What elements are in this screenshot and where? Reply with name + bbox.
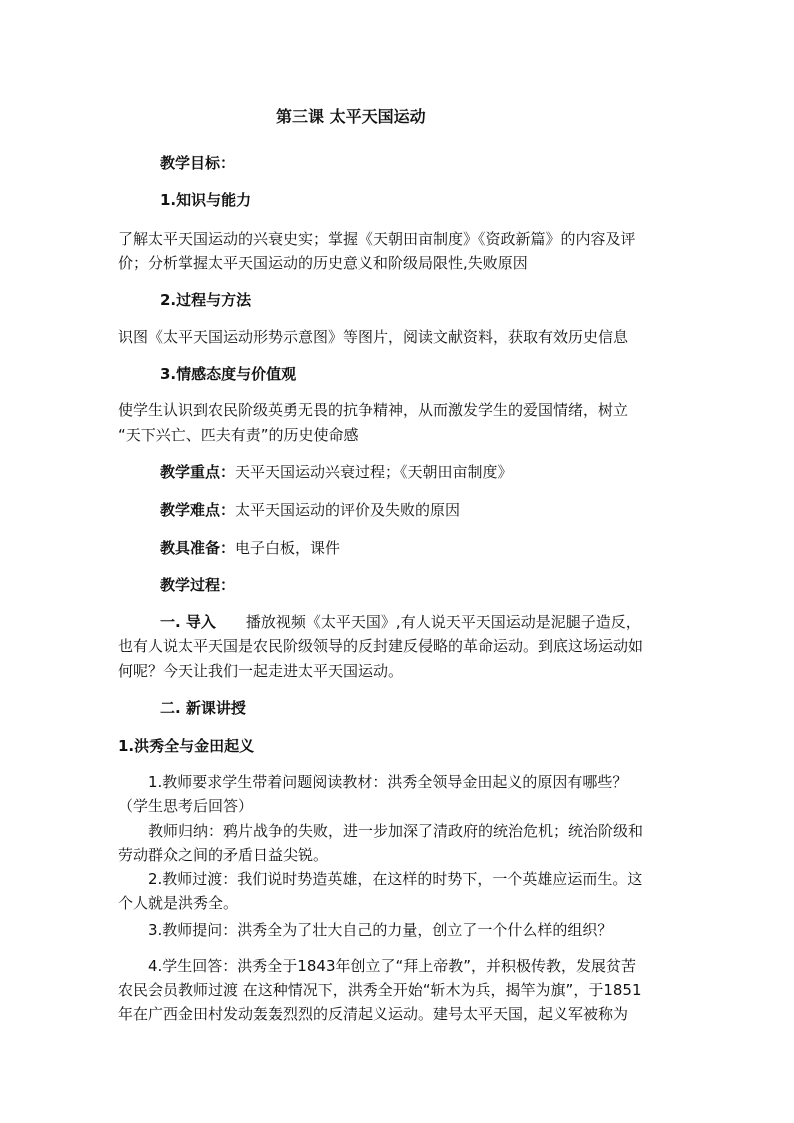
goal3-text-line1: 使学生认识到农民阶级英勇无畏的抗争精神，从而激发学生的爱国情绪，树立 bbox=[118, 401, 629, 419]
key-point-label: 教学重点： bbox=[160, 463, 236, 481]
lesson-title: 第三课 太平天国运动 bbox=[276, 107, 426, 126]
goal2-text-line1: 识图《太平天国运动形势示意图》等图片，阅读文献资料，获取有效历史信息 bbox=[118, 328, 629, 346]
intro-line1 bbox=[160, 612, 641, 632]
goal1-heading: 1.知识与能力 bbox=[160, 191, 252, 209]
goal3-text-line2: “天下兴亡、匹夫有责”的历史使命感 bbox=[118, 426, 359, 444]
para3-line1: 2.教师过渡：我们说时势造英雄，在这样的时势下，一个英雄应运而生。这 bbox=[148, 870, 643, 888]
difficulty-text: 太平天国运动的评价及失败的原因 bbox=[235, 501, 461, 519]
section1-heading: 1.洪秀全与金田起义 bbox=[118, 737, 255, 755]
process-heading: 教学过程： bbox=[160, 576, 236, 594]
para1-line1: 1.教师要求学生带着问题阅读教材：洪秀全领导金田起义的原因有哪些？ bbox=[148, 773, 628, 791]
intro-label: 一. 导入 bbox=[160, 613, 216, 631]
key-point-text: 天平天国运动兴衰过程；《天朝田亩制度》 bbox=[235, 463, 513, 481]
goal1-text-line1: 了解太平天国运动的兴衰史实；掌握《天朝田亩制度》《资政新篇》的内容及评 bbox=[118, 230, 636, 248]
goal3-heading: 3.情感态度与价值观 bbox=[160, 365, 297, 383]
para4-line1: 3.教师提问：洪秀全为了壮大自己的力量，创立了一个什么样的组织？ bbox=[148, 921, 613, 939]
key-point bbox=[160, 462, 513, 482]
tools-label: 教具准备： bbox=[160, 539, 236, 557]
tools-text: 电子白板，课件 bbox=[235, 539, 341, 557]
difficulty bbox=[160, 500, 460, 520]
tools bbox=[160, 538, 340, 558]
intro-text-line3: 何呢？今天让我们一起走进太平天国运动。 bbox=[118, 662, 404, 680]
para5-line3: 年在广西金田村发动轰轰烈烈的反清起义运动。建号太平天国，起义军被称为 bbox=[118, 1005, 629, 1023]
para5-line2: 农民会员教师过渡 在这种情况下，洪秀全开始“斩木为兵，揭竿为旗”，于1851 bbox=[118, 981, 642, 999]
intro-text-line1: 播放视频《太平天国》,有人说天平天国运动是泥腿子造反， bbox=[245, 613, 641, 631]
para1-line2: （学生思考后回答） bbox=[118, 797, 254, 815]
difficulty-label: 教学难点： bbox=[160, 501, 236, 519]
goal1-text-line2: 价；分析掌握太平天国运动的历史意义和阶级局限性,失败原因 bbox=[118, 254, 528, 272]
para2-line1: 教师归纳：鸦片战争的失败，进一步加深了清政府的统治危机；统治阶级和 bbox=[148, 822, 644, 840]
intro-text-line2: 也有人说太平天国是农民阶级领导的反封建反侵略的革命运动。到底这场运动如 bbox=[118, 637, 644, 655]
new-lesson-heading: 二. 新课讲授 bbox=[160, 699, 246, 717]
goals-heading: 教学目标： bbox=[160, 154, 236, 172]
goal2-heading: 2.过程与方法 bbox=[160, 291, 252, 309]
para2-line2: 劳动群众之间的矛盾日益尖锐。 bbox=[118, 846, 329, 864]
para3-line2: 个人就是洪秀全。 bbox=[118, 894, 239, 912]
para5-line1: 4.学生回答：洪秀全于1843年创立了“拜上帝教”，并积极传教，发展贫苦 bbox=[148, 957, 637, 975]
